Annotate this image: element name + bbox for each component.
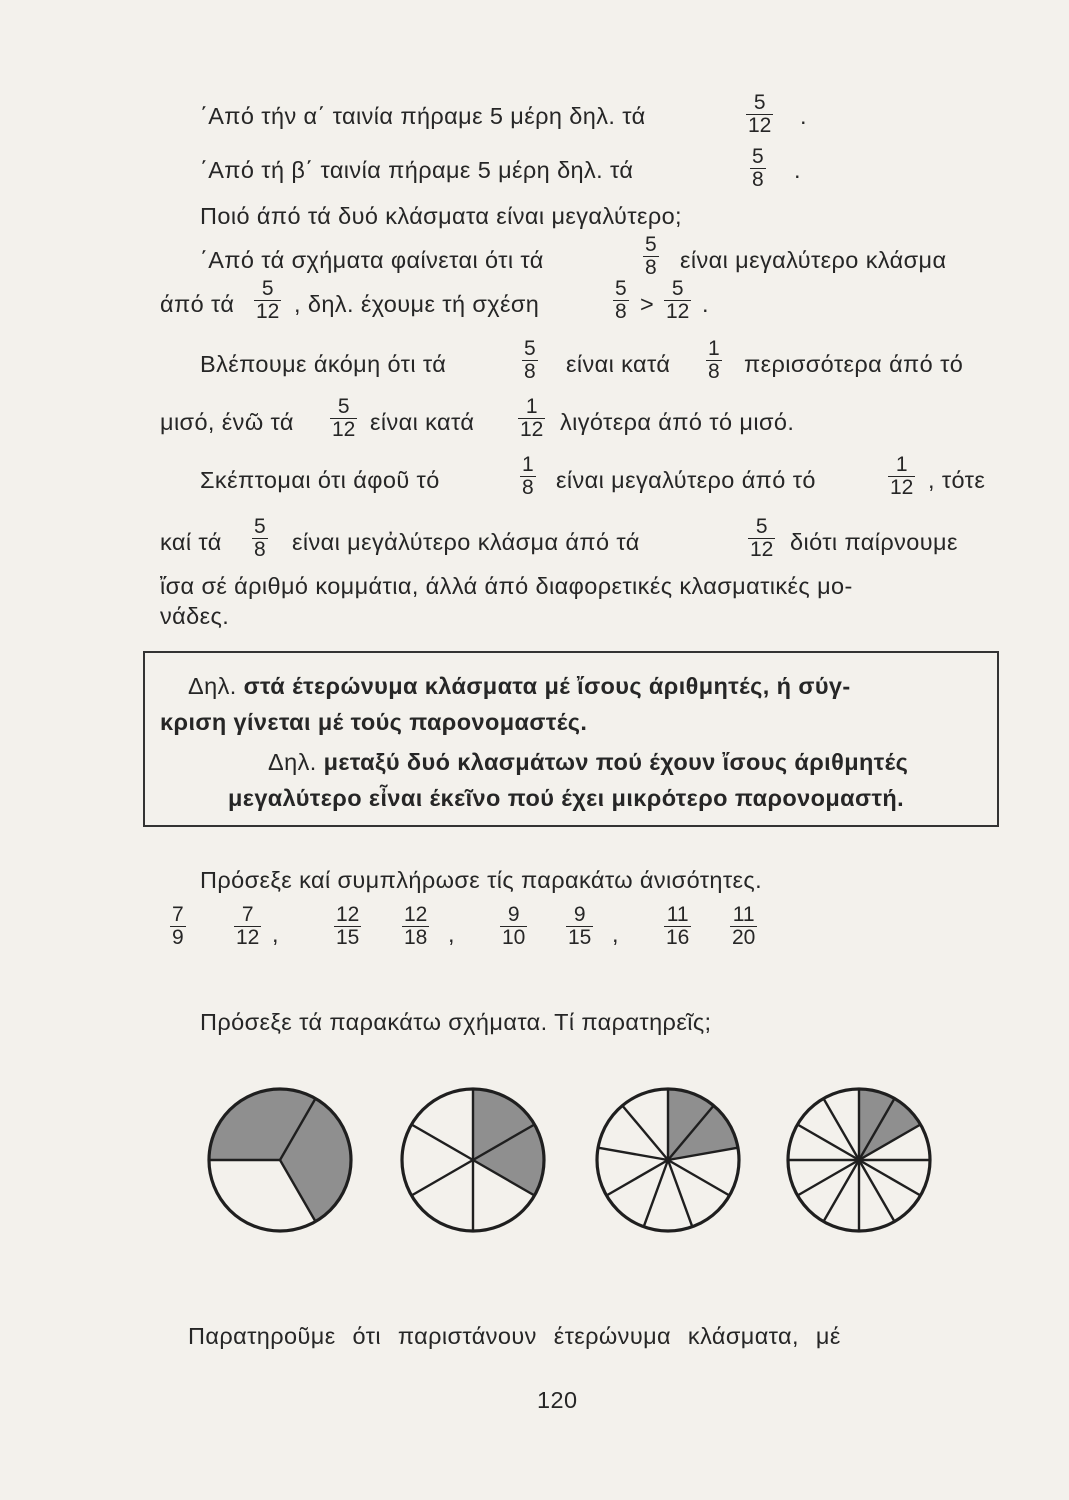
sector-divider: [412, 1160, 473, 1196]
separator: ,: [612, 921, 619, 947]
sector-divider: [622, 1106, 668, 1160]
rule-line: κριση γίνεται μέ τούς παρονομαστές.: [160, 709, 588, 735]
separator: ,: [272, 921, 279, 947]
page-number: 120: [537, 1387, 578, 1413]
text-line: είναι μεγἀλύτερο κλάσμα άπό τά: [292, 529, 640, 555]
text-line: νάδες.: [160, 603, 230, 629]
rule-line: μεγαλύτερο εἶναι έκεῖνο πού έχει μικρότερο παρονομαστή.: [228, 785, 905, 811]
text-line: είναι κατά: [370, 409, 475, 435]
exercise-fraction: 12 18: [404, 903, 428, 949]
sector-divider: [607, 1160, 668, 1196]
pie-chart-sixths: [398, 1085, 548, 1235]
punctuation: .: [702, 291, 709, 317]
text-line: ΄Από τά σχήματα φαίνεται ότι τά: [200, 247, 544, 273]
sector-divider: [644, 1160, 668, 1227]
text-line: , δηλ. έχουμε τή σχέση: [294, 291, 540, 317]
text-line: ἴσα σέ άριθμό κομμάτια, άλλά άπό διαφορετικές κλασματικές μο-: [160, 573, 853, 599]
text-line: καί τά: [160, 529, 222, 555]
exercise-fraction: 7 9: [172, 903, 184, 949]
text-line: Βλέπουμε άκόμη ότι τά: [200, 351, 447, 377]
exercise-fraction: 12 15: [336, 903, 360, 949]
text-line: λιγότερα άπό τό μισό.: [560, 409, 795, 435]
fraction-5-8: 5 8: [752, 145, 764, 191]
text-line: Ποιό άπό τά δυό κλάσματα είναι μεγαλύτερο;: [200, 203, 682, 229]
rule-line: Δηλ. στά έτερώνυμα κλάσματα μέ ἴσους άριθμητές, ή σύγ-: [188, 673, 851, 699]
exercise-fraction: 9 15: [568, 903, 592, 949]
rule-line: Δηλ. μεταξύ δυό κλασμάτων πού έχουν ἴσους άριθμητές: [268, 749, 909, 775]
pie-chart-twelfths: [784, 1085, 934, 1235]
fraction-1-12: 1 12: [520, 395, 544, 441]
fraction-5-12: 5 12: [748, 91, 772, 137]
fraction-5-8: 5 8: [254, 515, 266, 561]
fraction-5-8: 5 8: [645, 233, 657, 279]
sector-divider: [412, 1125, 473, 1161]
figures-instruction: Πρόσεξε τά παρακάτω σχήματα. Τί παρατηρεῖς;: [200, 1009, 712, 1035]
text-line: άπό τά: [160, 291, 235, 317]
sector-divider: [598, 1148, 668, 1160]
text-line: μισό, ένῶ τά: [160, 409, 294, 435]
fraction-1-12: 1 12: [890, 453, 914, 499]
fraction-1-8: 1 8: [708, 337, 720, 383]
fraction-5-12: 5 12: [666, 277, 690, 323]
text-line: ΄Από τή β΄ ταινία πήραμε 5 μέρη δηλ. τά: [200, 157, 634, 183]
punctuation: .: [794, 157, 801, 183]
sector-divider: [668, 1160, 692, 1227]
closing-line: Παρατηροῦμε ότι παριστάνουν έτερώνυμα κλάσματα, μέ: [188, 1323, 841, 1349]
exercise-fraction: 9 10: [502, 903, 526, 949]
exercise-fraction: 11 20: [732, 903, 756, 949]
separator: ,: [448, 921, 455, 947]
text-line: διότι παίρνουμε: [790, 529, 958, 555]
fraction-5-8: 5 8: [615, 277, 627, 323]
punctuation: .: [800, 103, 807, 129]
text-line: , τότε: [928, 467, 986, 493]
fraction-5-12: 5 12: [332, 395, 356, 441]
text-line: είναι κατά: [566, 351, 671, 377]
text-line: είναι μεγαλύτερο κλάσμα: [680, 247, 947, 273]
fraction-5-12: 5 12: [750, 515, 774, 561]
text-line: είναι μεγαλύτερο άπό τό: [556, 467, 816, 493]
text-line: περισσότερα άπό τό: [744, 351, 964, 377]
exercise-fraction: 7 12: [236, 903, 260, 949]
exercise-fraction: 11 16: [666, 903, 690, 949]
greater-than-sign: >: [640, 291, 655, 317]
text-line: ΄Από τήν α΄ ταινία πήραμε 5 μέρη δηλ. τά: [200, 103, 646, 129]
text-line: Σκέπτομαι ότι άφοῦ τό: [200, 467, 440, 493]
sector-divider: [668, 1160, 729, 1196]
pie-chart-ninths: [593, 1085, 743, 1235]
pie-chart-thirds: [205, 1085, 355, 1235]
fraction-5-8: 5 8: [524, 337, 536, 383]
exercise-instruction: Πρόσεξε καί συμπλήρωσε τίς παρακάτω άνισότητες.: [200, 867, 763, 893]
fraction-5-12: 5 12: [256, 277, 280, 323]
fraction-1-8: 1 8: [522, 453, 534, 499]
